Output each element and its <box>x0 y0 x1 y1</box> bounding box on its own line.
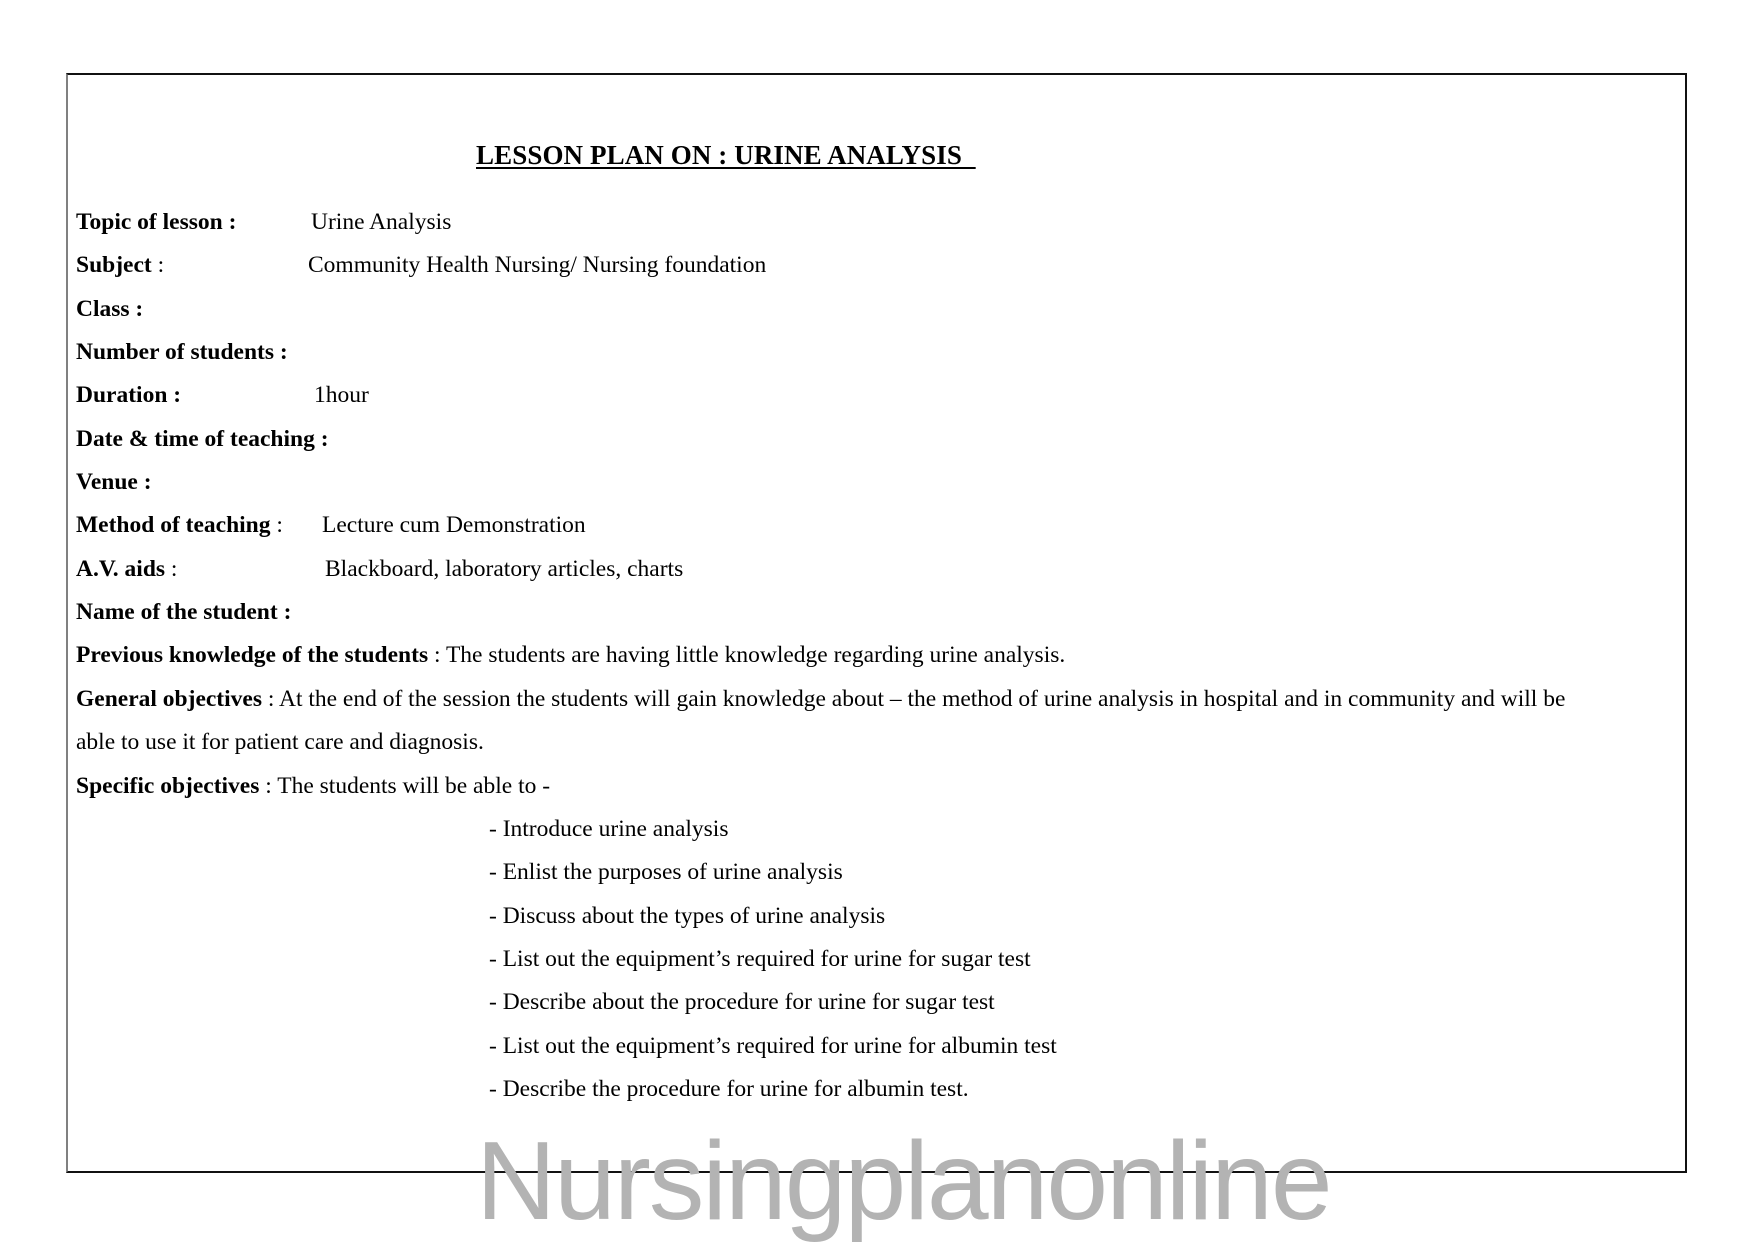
general-objectives-continued: able to use it for patient care and diagnosis. <box>76 729 484 755</box>
previous-knowledge-label: Previous knowledge of the students <box>76 642 429 668</box>
field-duration <box>76 380 369 410</box>
field-label: Topic of lesson : <box>76 209 237 235</box>
objective-item: - List out the equipment’s required for urine for albumin test <box>489 1033 1057 1059</box>
field-label: Name of the student : <box>76 599 292 625</box>
objective-item: - Describe the procedure for urine for albumin test. <box>489 1076 969 1102</box>
field-value: Community Health Nursing/ Nursing foundation <box>308 252 767 278</box>
field-subject <box>76 250 767 280</box>
watermark: Nursingplanonline <box>476 1119 1331 1243</box>
field-label: Method of teaching <box>76 512 271 538</box>
field-av-aids <box>76 554 684 584</box>
field-separator: : <box>165 556 178 582</box>
objective-item: - Introduce urine analysis <box>489 816 729 842</box>
previous-knowledge <box>76 640 1065 670</box>
field-value: Urine Analysis <box>311 209 452 235</box>
specific-objectives-text: : The students will be able to - <box>259 773 551 799</box>
field-value: 1hour <box>314 382 369 408</box>
general-objectives <box>76 684 1565 714</box>
field-label: Duration : <box>76 382 182 408</box>
field-label: Venue : <box>76 469 152 495</box>
general-objectives-text: : At the end of the session the students will gain knowledge about – the method of urine analysis in hospital and in community and will be <box>261 686 1566 712</box>
objective-item: - Discuss about the types of urine analysis <box>489 903 886 929</box>
field-separator: : <box>151 252 165 278</box>
field-value: Lecture cum Demonstration <box>322 512 586 538</box>
field-number-of-students <box>76 337 288 367</box>
field-date-time <box>76 424 329 454</box>
objective-item: - Describe about the procedure for urine for sugar test <box>489 989 995 1015</box>
previous-knowledge-text: : The students are having little knowledge regarding urine analysis. <box>428 642 1066 668</box>
field-label: Number of students : <box>76 339 288 365</box>
field-label: Class : <box>76 296 144 322</box>
objective-item: - Enlist the purposes of urine analysis <box>489 859 843 885</box>
document-title: LESSON PLAN ON : URINE ANALYSIS <box>476 140 976 170</box>
specific-objectives <box>76 771 550 801</box>
field-label: A.V. aids <box>76 556 166 582</box>
field-class <box>76 294 143 324</box>
general-objectives-label: General objectives <box>76 686 262 712</box>
field-method-of-teaching <box>76 510 586 540</box>
field-label: Subject <box>76 252 152 278</box>
field-name-of-student <box>76 597 291 627</box>
field-venue <box>76 467 152 497</box>
field-topic <box>76 207 452 237</box>
objective-item: - List out the equipment’s required for urine for sugar test <box>489 946 1031 972</box>
specific-objectives-label: Specific objectives <box>76 773 260 799</box>
field-value: Blackboard, laboratory articles, charts <box>325 556 684 582</box>
field-separator: : <box>270 512 283 538</box>
field-label: Date & time of teaching : <box>76 426 329 452</box>
